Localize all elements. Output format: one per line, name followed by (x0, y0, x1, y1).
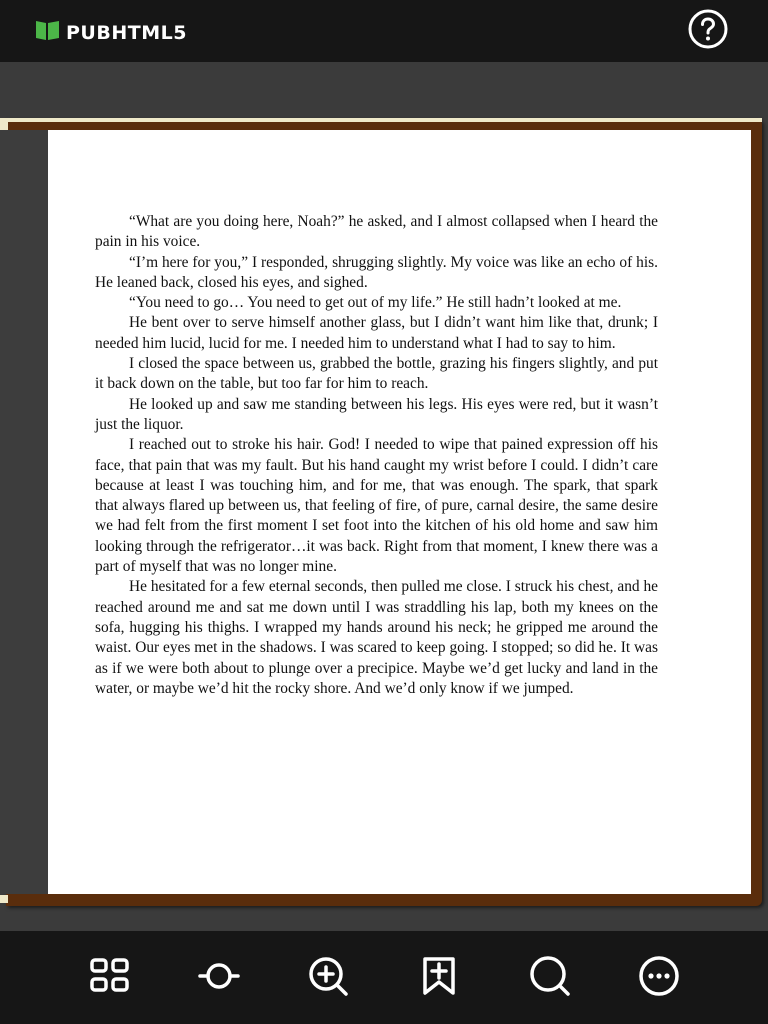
paragraph: He bent over to serve himself another glass, but I didn’t want him like that, drunk; I needed him lucid, lucid for me. I needed him to understand what I had to say to him. (95, 314, 658, 352)
paragraph: He looked up and saw me standing between his legs. His eyes were red, but it wasn’t just the liquor. (95, 395, 658, 433)
pubhtml5-logo[interactable] (35, 18, 187, 47)
zoom-in-icon (306, 954, 350, 1003)
help-button[interactable] (688, 11, 728, 51)
search-button[interactable] (527, 956, 571, 1000)
more-options-button[interactable] (637, 956, 681, 1000)
book-logo-icon (35, 18, 61, 47)
flipbook (0, 118, 768, 908)
left-page-edge[interactable] (0, 130, 48, 894)
paragraph: “What are you doing here, Noah?” he asked, and I almost collapsed when I heard the pain in his voice. (95, 213, 658, 251)
bottom-toolbar (0, 931, 768, 1024)
page-stack-edge (0, 118, 762, 122)
book-page[interactable] (48, 130, 751, 894)
top-bar (0, 0, 768, 62)
logo-text: PUBHTML5 (66, 21, 187, 44)
page-text (95, 212, 658, 699)
zoom-in-button[interactable] (306, 956, 350, 1000)
paragraph: “You need to go… You need to get out of my life.” He still hadn’t looked at me. (129, 294, 622, 312)
autoflip-button[interactable] (197, 956, 241, 1000)
bookmark-button[interactable] (417, 956, 461, 1000)
paragraph: I reached out to stroke his hair. God! I needed to wipe that pained expression off his face, that pain that was my fault. But his hand caught my wrist before I could. I didn’t care because at least I was touching him, and for me, that was enough. The spark, that spark that always flared up between us, that feeling of fire, of pure, carnal desire, the same desire we had felt from the first moment I set foot into the kitchen of his old home and saw him looking through the refrigerator…it was back. Right from that moment, I knew there was a part of myself that was no longer mine. (95, 436, 658, 576)
bookmark-add-icon (417, 954, 461, 1003)
thumbnails-button[interactable] (88, 956, 132, 1000)
question-circle-icon (688, 9, 728, 54)
more-options-icon (637, 954, 681, 1003)
page-stack-corner (0, 122, 8, 130)
paragraph: I closed the space between us, grabbed the bottle, grazing his fingers slightly, and put it back down on the table, but too far for him to reach. (95, 355, 658, 393)
page-stack-corner (0, 895, 8, 903)
autoflip-icon (197, 954, 241, 1003)
search-icon (527, 954, 571, 1003)
grid-thumbnails-icon (88, 954, 132, 1003)
paragraph: He hesitated for a few eternal seconds, then pulled me close. I struck his chest, and he reached around me and sat me down until I was straddling his lap, both my knees on the sofa, hugging his thighs. I wrapped my hands around his neck; he gripped me around the waist. Our eyes met in the shadows. I was scared to keep going. I stopped; so did he. It was as if we were both about to plunge over a precipice. Maybe we’d get lucky and land in the water, or maybe we’d hit the rocky shore. And we’d only know if we jumped. (95, 578, 658, 697)
paragraph: “I’m here for you,” I responded, shrugging slightly. My voice was like an echo of his. He leaned back, closed his eyes, and sighed. (95, 253, 658, 291)
